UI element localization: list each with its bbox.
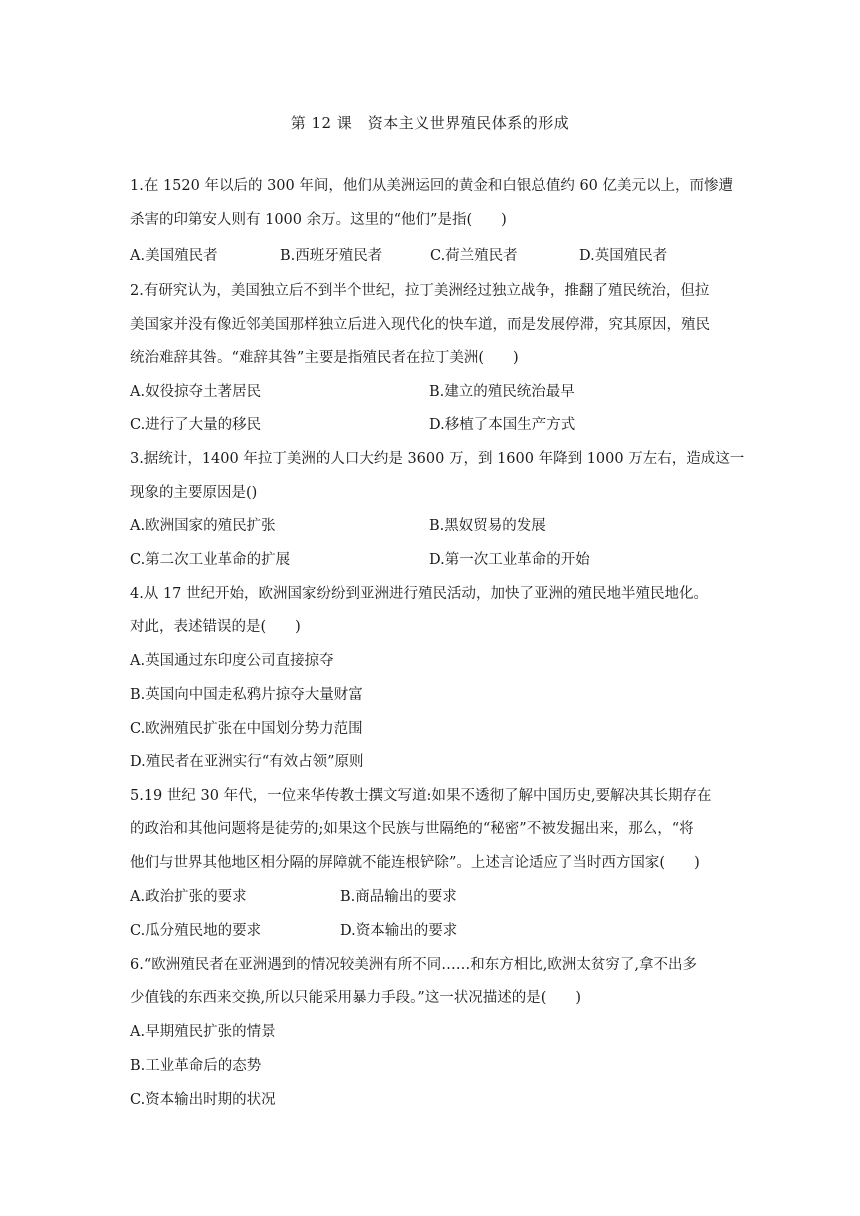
option-c: C.第二次工业革命的扩展: [130, 552, 291, 568]
option-d: D.第一次工业革命的开始: [429, 552, 590, 568]
option-b: B.工业革命后的态势: [130, 1058, 262, 1074]
option-c: C.瓜分殖民地的要求: [130, 923, 262, 939]
question-text-line: 1.在 1520 年以后的 300 年间，他们从美洲运回的黄金和白银总值约 60 亿美元以上，而惨遭: [130, 178, 734, 194]
option-b: B.西班牙殖民者: [280, 248, 383, 264]
option-b: B.黑奴贸易的发展: [429, 518, 546, 534]
option-d: D.英国殖民者: [579, 248, 668, 264]
option-c: C.资本输出时期的状况: [130, 1092, 276, 1108]
question-text-line: 现象的主要原因是(): [130, 485, 258, 501]
question-text-line: 对此，表述错误的是( ): [130, 619, 301, 635]
option-c: C.欧洲殖民扩张在中国划分势力范围: [130, 721, 363, 737]
question-text-line: 5.19 世纪 30 年代，一位来华传教士撰文写道:如果不透彻了解中国历史,要解决其长期存在: [130, 788, 712, 804]
option-a: A.欧洲国家的殖民扩张: [130, 518, 276, 534]
option-c: C.进行了大量的移民: [130, 417, 262, 433]
option-a: A.美国殖民者: [130, 248, 218, 264]
question-text-line: 2.有研究认为，美国独立后不到半个世纪，拉丁美洲经过独立战争，推翻了殖民统治，但拉: [130, 283, 710, 299]
option-a: A.英国通过东印度公司直接掠夺: [130, 653, 334, 669]
question-text-line: 统治难辞其咎。“难辞其咎”主要是指殖民者在拉丁美洲( ): [130, 350, 519, 366]
option-b: B.英国向中国走私鸦片掠夺大量财富: [130, 687, 363, 703]
question-text-line: 杀害的印第安人则有 1000 余万。这里的“他们”是指( ): [130, 212, 507, 228]
question-text-line: 美国家并没有像近邻美国那样独立后进入现代化的快车道，而是发展停滞，究其原因，殖民: [130, 317, 710, 333]
question-text-line: 3.据统计，1400 年拉丁美洲的人口大约是 3600 万，到 1600 年降到 1000 万左右，造成这一: [130, 451, 745, 467]
option-a: A.早期殖民扩张的情景: [130, 1024, 276, 1040]
option-b: B.商品输出的要求: [340, 889, 457, 905]
question-text-line: 他们与世界其他地区相分隔的屏障就不能连根铲除”。上述言论适应了当时西方国家( ): [130, 855, 700, 871]
question-text-line: 少值钱的东西来交换,所以只能采用暴力手段。”这一状况描述的是( ): [130, 990, 582, 1006]
question-text-line: 的政治和其他问题将是徒劳的;如果这个民族与世隔绝的“秘密”不被发掘出来，那么，“将: [130, 821, 694, 837]
page-title: 第 12 课 资本主义世界殖民体系的形成: [290, 114, 570, 132]
question-text-line: 6.“欧洲殖民者在亚洲遇到的情况较美洲有所不同……和东方相比,欧洲太贫穷了,拿不出多: [130, 957, 697, 973]
option-b: B.建立的殖民统治最早: [429, 384, 575, 400]
option-d: D.资本输出的要求: [340, 923, 458, 939]
option-c: C.荷兰殖民者: [430, 248, 518, 264]
question-text-line: 4.从 17 世纪开始，欧洲国家纷纷到亚洲进行殖民活动，加快了亚洲的殖民地半殖民地化。: [130, 586, 708, 602]
option-a: A.政治扩张的要求: [130, 889, 247, 905]
option-d: D.殖民者在亚洲实行“有效占领”原则: [130, 754, 364, 770]
option-a: A.奴役掠夺土著居民: [130, 384, 262, 400]
option-d: D.移植了本国生产方式: [429, 417, 576, 433]
